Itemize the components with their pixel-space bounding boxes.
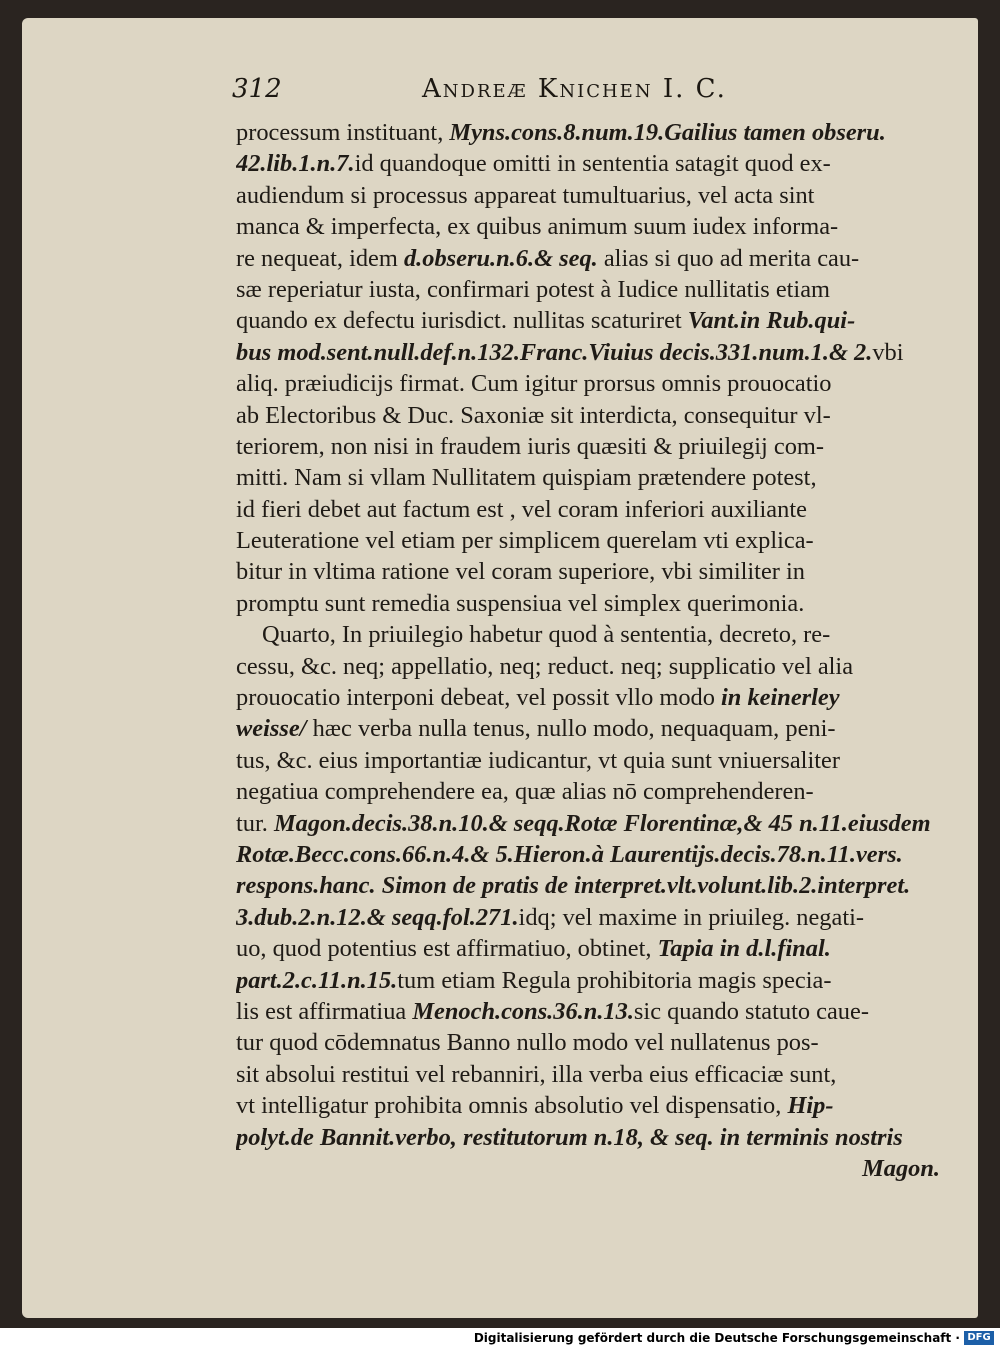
- text-line: [236, 839, 946, 870]
- line-citation-text: Magon.decis.38.n.10.& seqq.Rotæ Florentinæ,& 45 n.11.eiusdem: [273, 809, 931, 837]
- line-citation-text: Vant.in Rub.qui-: [687, 307, 856, 335]
- text-line: [236, 117, 946, 148]
- text-line: [236, 337, 946, 368]
- line-roman-text: id fieri debet aut factum est , vel coram inferiori auxiliante: [236, 495, 807, 523]
- line-citation-text: part.2.c.11.n.15.: [236, 966, 398, 994]
- line-roman-text: manca & imperfecta, ex quibus animum suum iudex informa-: [236, 213, 839, 241]
- line-citation-text: Menoch.cons.36.n.13.: [412, 997, 634, 1025]
- text-line: [236, 180, 946, 211]
- text-line: [236, 933, 946, 964]
- line-citation-text: Myns.cons.8.num.19.Gailius tamen obseru.: [449, 119, 886, 146]
- line-roman-text: bitur in vltima ratione vel coram superiore, vbi similiter in: [236, 558, 805, 586]
- text-line: [236, 713, 946, 744]
- line-roman-text: negatiua comprehendere ea, quæ alias nō comprehenderen-: [236, 778, 814, 806]
- line-citation-text: Hip-: [787, 1092, 834, 1120]
- page-number: 312: [232, 74, 282, 104]
- line-roman-text: sit absolui restitui vel rebanniri, illa verba eius efficaciæ sunt,: [236, 1060, 837, 1088]
- line-roman-text: tur.: [236, 809, 274, 837]
- line-citation-text: d.obseru.n.6.& seq.: [403, 244, 598, 272]
- line-citation-text: bus mod.sent.null.def.n.132.Franc.Viuius decis.331.num.1.& 2.: [236, 338, 873, 366]
- body-text: [236, 117, 946, 1184]
- line-roman-text: Leuteratione vel etiam per simplicem querelam vti explica-: [236, 527, 814, 555]
- line-roman-text: sæ reperiatur iusta, confirmari potest à Iudice nullitatis etiam: [236, 275, 830, 303]
- line-roman-text: tus, &c. eius importantiæ iudicantur, vt quia sunt vniuersaliter: [236, 746, 840, 774]
- funding-note: Digitalisierung gefördert durch die Deutsche Forschungsgemeinschaft ·: [473, 1331, 960, 1345]
- text-line: [236, 462, 946, 493]
- line-citation-text: Magon.: [862, 1154, 940, 1182]
- text-line: [236, 431, 946, 462]
- line-roman-text: prouocatio interponi debeat, vel possit vllo modo: [236, 684, 722, 712]
- line-roman-text: lis est affirmatiua: [236, 997, 413, 1025]
- line-roman-text: uo, quod potentius est affirmatiuo, obtinet,: [236, 935, 658, 963]
- text-line: [236, 870, 946, 901]
- line-trailing-text: alias si quo ad merita cau-: [597, 244, 860, 272]
- line-roman-text: mitti. Nam si vllam Nullitatem quispiam prætendere potest,: [236, 464, 817, 492]
- line-roman-text: teriorem, non nisi in fraudem iuris quæsiti & priuilegij com-: [236, 432, 824, 460]
- page-header: [232, 74, 932, 114]
- line-roman-text: cessu, &c. neq; appellatio, neq; reduct. neq; supplicatio vel alia: [236, 652, 854, 680]
- line-citation-text: 42.lib.1.n.7.: [236, 150, 355, 178]
- line-roman-text: aliq. præiudicijs firmat. Cum igitur prorsus omnis prouocatio: [236, 370, 832, 398]
- text-line: [236, 588, 946, 619]
- line-roman-text: promptu sunt remedia suspensiua vel simplex querimonia.: [236, 589, 805, 617]
- dfg-logo: DFG: [964, 1331, 994, 1345]
- text-line: [236, 368, 946, 399]
- line-trailing-text: tum etiam Regula prohibitoria magis specia-: [397, 966, 832, 994]
- line-citation-text: respons.hanc. Simon de pratis de interpret.vlt.volunt.lib.2.interpret.: [236, 872, 911, 900]
- footer-bar: [0, 1328, 1000, 1349]
- text-line: [236, 211, 946, 242]
- line-roman-text: audiendum si processus appareat tumultuarius, vel acta sint: [236, 181, 815, 209]
- line-roman-text: vt intelligatur prohibita omnis absolutio vel dispensatio,: [236, 1092, 788, 1120]
- line-roman-text: tur quod cōdemnatus Banno nullo modo vel nullatenus pos-: [236, 1029, 819, 1057]
- line-trailing-text: sic quando statuto caue-: [633, 997, 869, 1025]
- line-citation-text: Tapia in d.l.final.: [657, 935, 831, 963]
- text-line: [236, 651, 946, 682]
- text-line: [236, 1027, 946, 1058]
- text-line: [236, 305, 946, 336]
- line-citation-text: polyt.de Bannit.verbo, restitutorum n.18, & seq. in terminis nostris: [236, 1123, 903, 1151]
- line-roman-text: ab Electoribus & Duc. Saxoniæ sit interdicta, consequitur vl-: [236, 401, 831, 429]
- text-line: [236, 400, 946, 431]
- text-line: [236, 996, 946, 1027]
- line-citation-text: Rotæ.Becc.cons.66.n.4.& 5.Hieron.à Laurentijs.decis.78.n.11.vers.: [236, 840, 903, 868]
- text-line: [236, 148, 946, 179]
- line-citation-text: weisse/: [236, 715, 307, 743]
- line-roman-text: re nequeat, idem: [236, 244, 404, 272]
- text-line: [236, 902, 946, 933]
- text-line: [236, 525, 946, 556]
- line-trailing-text: hæc verba nulla tenus, nullo modo, nequaquam, peni-: [306, 715, 836, 743]
- text-line: [236, 274, 946, 305]
- line-roman-text: Quarto, In priuilegio habetur quod à sententia, decreto, re-: [262, 621, 831, 649]
- line-roman-text: processum instituant,: [236, 119, 450, 146]
- text-line: [236, 1090, 946, 1121]
- text-line: [236, 776, 946, 807]
- line-citation-text: 3.dub.2.n.12.& seqq.fol.271.: [236, 903, 519, 931]
- line-citation-text: in keinerley: [721, 684, 840, 712]
- text-line: [236, 682, 946, 713]
- text-line: [236, 243, 946, 274]
- line-roman-text: quando ex defectu iurisdict. nullitas scaturiret: [236, 307, 688, 335]
- line-trailing-text: vbi: [872, 338, 904, 366]
- text-line: [236, 1122, 946, 1153]
- line-trailing-text: id quandoque omitti in sententia satagit quod ex-: [354, 150, 831, 178]
- line-trailing-text: idq; vel maxime in priuileg. negati-: [518, 903, 864, 931]
- text-line: [236, 619, 946, 650]
- text-line: [236, 494, 946, 525]
- text-line: [236, 965, 946, 996]
- text-line: [236, 1059, 946, 1090]
- running-head: Andreæ Knichen I. C.: [422, 74, 727, 104]
- text-line: [236, 745, 946, 776]
- text-line: [236, 1153, 946, 1184]
- text-line: [236, 808, 946, 839]
- text-line: [236, 556, 946, 587]
